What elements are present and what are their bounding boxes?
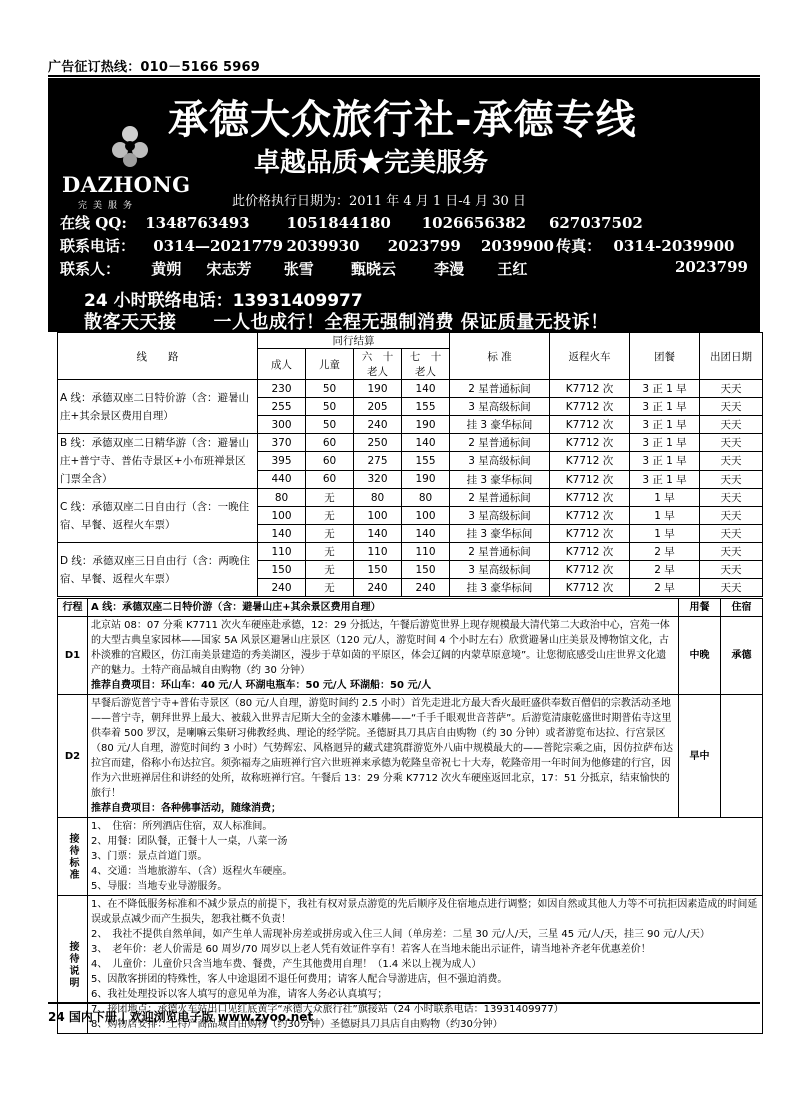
- route-name: D 线：承德双座三日自由行（含：两晚住宿、早餐、返程火车票）: [58, 543, 258, 597]
- qq-row: [60, 212, 643, 233]
- route-name: A 线：承德双座二日特价游（含：避暑山庄+其余景区费用自理）: [58, 380, 258, 434]
- meal-plan: 3 正 1 早: [630, 452, 700, 470]
- price-senior60: 140: [354, 525, 402, 543]
- company-logo: [62, 124, 191, 212]
- price-adult: 370: [258, 434, 306, 452]
- price-table: [57, 332, 763, 597]
- header-meals: 团餐: [630, 333, 700, 380]
- itinerary-trip-label: 行程: [58, 599, 88, 617]
- depart-days: 天天: [700, 543, 763, 561]
- header-standard: 标 准: [450, 333, 550, 380]
- depart-days: 天天: [700, 489, 763, 507]
- header-banner: [48, 78, 760, 332]
- note-item: 1、在不降低服务标准和不减少景点的前提下，我社有权对景点游览的先后顺序及住宿地点进行调整；如因自然或其他人力等不可抗拒因素造成的时间延误或景点减少而产生损失，恕我社概不负责！: [91, 899, 758, 925]
- price-row: [58, 543, 763, 561]
- note-item: 2、 我社不提供自然单间，如产生单人需现补房差或拼房或入住三人间（单房差：二星 30 元/人/天，三星 45 元/人/天，挂三 90 元/人/天）: [91, 929, 710, 940]
- price-adult: 140: [258, 525, 306, 543]
- depart-days: 天天: [700, 398, 763, 416]
- price-senior70: 110: [402, 543, 450, 561]
- qq-number: 1348763493: [145, 214, 250, 232]
- contact-name: 王红: [497, 260, 528, 278]
- price-senior70: 140: [402, 434, 450, 452]
- header-senior70-line2: 老人: [415, 366, 436, 378]
- reception-list: [88, 818, 763, 896]
- price-child: 50: [306, 380, 354, 398]
- ad-hotline: 广告征订热线：010－5166 5969: [48, 60, 261, 75]
- day1-extra: 推荐自费项目：环山车：40 元/人 环湖电瓶车：50 元/人 环湖船：50 元/人: [91, 680, 432, 691]
- day1-text: 北京站 08：07 分乘 K7711 次火车硬座赴承德，12：29 分抵达，午餐后游览世界上现存规模最大清代第二大政治中心，宫苑一体的大型古典皇家园林——国家 5A 风景区避暑山庄景区（120 元/人，游览时间 4 个小时左右）欣赏避暑山庄美景及博物馆文化，古朴淡雅的宫殿区，仿江南美景建造的秀美湖区，漫步于草如茵的平原区，体会辽阔的内蒙草原意境”。让您彻底感受山庄世界文化遗产的魅力。土特产商品城自由购物（约 30 分钟）: [91, 620, 670, 676]
- footer-divider: [48, 1002, 760, 1004]
- tel-row: [60, 235, 734, 256]
- contact-name: 甄晓云: [350, 260, 396, 278]
- header-senior70: [402, 349, 450, 380]
- return-train: K7712 次: [550, 525, 630, 543]
- header-settle: 同行结算: [258, 333, 450, 349]
- return-train: K7712 次: [550, 398, 630, 416]
- logo-sub: 完美服务: [78, 201, 139, 211]
- note-item: 4、 儿童价：儿童价只含当地车费、餐费，产生其他费用自理！（1.4 米以上视为成人）: [91, 959, 482, 970]
- price-child: 无: [306, 489, 354, 507]
- tel-number: 0314—2021779: [153, 237, 284, 255]
- tel-number: 2039930: [286, 237, 360, 255]
- logo-brand: DAZHONG: [62, 172, 191, 197]
- reception-label-cell: [58, 818, 88, 896]
- return-train: K7712 次: [550, 416, 630, 434]
- tel-number: 2039900: [480, 237, 554, 255]
- room-standard: 2 星普通标间: [450, 434, 550, 452]
- return-train: K7712 次: [550, 561, 630, 579]
- depart-days: 天天: [700, 434, 763, 452]
- return-train: K7712 次: [550, 380, 630, 398]
- day2-meal: 早中: [679, 695, 721, 818]
- note-item: 3、 老年价：老人价需是 60 周岁/70 周岁以上老人凭有效证件享有！若客人在当地未能出示证件，请当地补齐老年优惠差价！: [91, 944, 651, 955]
- itinerary-day1-row: [58, 617, 763, 695]
- price-senior60: 250: [354, 434, 402, 452]
- price-senior70: 140: [402, 380, 450, 398]
- price-adult: 110: [258, 543, 306, 561]
- price-senior70: 140: [402, 525, 450, 543]
- price-row: [58, 489, 763, 507]
- price-senior60: 275: [354, 452, 402, 470]
- return-train: K7712 次: [550, 452, 630, 470]
- return-train: K7712 次: [550, 507, 630, 525]
- price-senior60: 240: [354, 416, 402, 434]
- reception-item: 4、交通：当地旅游车、（含）返程火车硬座。: [91, 866, 293, 877]
- meal-plan: 2 早: [630, 561, 700, 579]
- reception-item: 5、导服：当地专业导游服务。: [91, 881, 228, 892]
- depart-days: 天天: [700, 452, 763, 470]
- qq-number: 627037502: [548, 214, 643, 232]
- footer-text: 24 国内下册 | 欢迎浏览电子版 www.zyoo.net: [48, 1010, 314, 1024]
- meal-plan: 3 正 1 早: [630, 380, 700, 398]
- contact-name: 李漫: [434, 260, 465, 278]
- price-child: 无: [306, 543, 354, 561]
- note-item: 6、我社处理投诉以客人填写的意见单为准，请客人务必认真填写；: [91, 989, 388, 1000]
- day1-label: D1: [58, 617, 88, 695]
- contact-name: 张雪: [283, 260, 314, 278]
- price-senior60: 205: [354, 398, 402, 416]
- depart-days: 天天: [700, 416, 763, 434]
- price-senior60: 190: [354, 380, 402, 398]
- meal-plan: 1 早: [630, 525, 700, 543]
- price-adult: 440: [258, 470, 306, 488]
- price-senior70: 150: [402, 561, 450, 579]
- price-child: 60: [306, 452, 354, 470]
- itinerary-stay-header: 住宿: [721, 599, 763, 617]
- return-train: K7712 次: [550, 489, 630, 507]
- fax-label: 传真：: [556, 237, 602, 255]
- price-senior70: 155: [402, 398, 450, 416]
- contact-row: [60, 258, 748, 279]
- day1-stay: 承德: [721, 617, 763, 695]
- reception-row: [58, 818, 763, 896]
- contact-name: 宋志芳: [206, 260, 252, 278]
- tel-number: 2023799: [387, 237, 461, 255]
- price-senior70: 240: [402, 579, 450, 597]
- room-standard: 2 星普通标间: [450, 380, 550, 398]
- depart-days: 天天: [700, 380, 763, 398]
- day2-content: [88, 695, 679, 818]
- route-name: B 线：承德双座二日精华游（含：避暑山庄+普宁寺、普佑寺景区+小布班禅景区门票全含）: [58, 434, 258, 489]
- fax-number-2: 2023799: [674, 258, 748, 276]
- price-adult: 100: [258, 507, 306, 525]
- reception-item: 2、用餐：团队餐，正餐十人一桌，八菜一汤: [91, 836, 288, 847]
- note-item: 8、购物店安排：土特产商品城自由购物（约30分钟）圣德厨具刀具店自由购物（约30分钟）: [91, 1019, 503, 1030]
- room-standard: 挂 3 豪华标间: [450, 525, 550, 543]
- price-child: 无: [306, 561, 354, 579]
- price-header-row: [58, 333, 763, 349]
- meal-plan: 3 正 1 早: [630, 470, 700, 488]
- room-standard: 3 星高级标间: [450, 452, 550, 470]
- room-standard: 挂 3 豪华标间: [450, 470, 550, 488]
- price-senior60: 80: [354, 489, 402, 507]
- room-standard: 3 星高级标间: [450, 561, 550, 579]
- return-train: K7712 次: [550, 543, 630, 561]
- price-adult: 240: [258, 579, 306, 597]
- price-body: [58, 380, 763, 597]
- price-row: [58, 380, 763, 398]
- note-item: 5、因散客拼团的特殊性，客人中途退团不退任何费用；请客人配合导游进店，但不强迫消费。: [91, 974, 508, 985]
- meal-plan: 2 早: [630, 543, 700, 561]
- price-senior70: 155: [402, 452, 450, 470]
- price-senior70: 190: [402, 470, 450, 488]
- room-standard: 3 星高级标间: [450, 398, 550, 416]
- header-senior60: [354, 349, 402, 380]
- header-train: 返程火车: [550, 333, 630, 380]
- day1-content: [88, 617, 679, 695]
- price-adult: 80: [258, 489, 306, 507]
- price-period: 此价格执行日期为：2011 年 4 月 1 日-4 月 30 日: [232, 194, 526, 209]
- price-adult: 300: [258, 416, 306, 434]
- header-adult: 成人: [258, 349, 306, 380]
- meal-plan: 1 早: [630, 507, 700, 525]
- contact-name: 黄朔: [151, 260, 182, 278]
- price-child: 50: [306, 416, 354, 434]
- header-senior60-line1: 六 十: [361, 351, 394, 363]
- banner-slogan: 卓越品质★完美服务: [254, 148, 489, 178]
- price-child: 60: [306, 470, 354, 488]
- route-name: C 线：承德双座二日自由行（含：一晚住宿、早餐、返程火车票）: [58, 489, 258, 543]
- return-train: K7712 次: [550, 434, 630, 452]
- reception-label: 接待标准: [67, 832, 78, 881]
- depart-days: 天天: [700, 579, 763, 597]
- meal-plan: 1 早: [630, 489, 700, 507]
- hotline-24h: 24 小时联络电话：13931409977: [84, 291, 363, 311]
- price-child: 无: [306, 579, 354, 597]
- meal-plan: 3 正 1 早: [630, 434, 700, 452]
- fax-number: 0314-2039900: [613, 237, 735, 255]
- qq-number: 1051844180: [286, 214, 391, 232]
- room-standard: 挂 3 豪华标间: [450, 579, 550, 597]
- room-standard: 2 星普通标间: [450, 543, 550, 561]
- depart-days: 天天: [700, 525, 763, 543]
- price-senior60: 320: [354, 470, 402, 488]
- header-route: 线 路: [58, 333, 258, 380]
- return-train: K7712 次: [550, 579, 630, 597]
- price-adult: 150: [258, 561, 306, 579]
- itinerary-title: A 线：承德双座二日特价游（含：避暑山庄+其余景区费用自理）: [88, 599, 679, 617]
- price-senior60: 150: [354, 561, 402, 579]
- itinerary-meal-header: 用餐: [679, 599, 721, 617]
- price-senior60: 100: [354, 507, 402, 525]
- reception-item: 3、门票：景点首道门票。: [91, 851, 208, 862]
- price-row: [58, 434, 763, 452]
- header-depart: 出团日期: [700, 333, 763, 380]
- price-child: 无: [306, 507, 354, 525]
- contact-label: 联系人：: [60, 260, 121, 278]
- reception-item: 1、 住宿：所列酒店住宿，双人标准间。: [91, 821, 273, 832]
- price-senior60: 240: [354, 579, 402, 597]
- itinerary-table: [57, 598, 763, 1034]
- day2-stay: [721, 695, 763, 818]
- qq-number: 1026656382: [421, 214, 527, 232]
- meal-plan: 2 早: [630, 579, 700, 597]
- note-item: 7、接团地点：承德火车站出口见红底黄字“承德大众旅行社”旗接站（24 小时联系电话：13931409977）: [91, 1004, 564, 1015]
- room-standard: 3 星高级标间: [450, 507, 550, 525]
- depart-days: 天天: [700, 561, 763, 579]
- price-adult: 255: [258, 398, 306, 416]
- day1-meal: 中晚: [679, 617, 721, 695]
- room-standard: 2 星普通标间: [450, 489, 550, 507]
- price-senior60: 110: [354, 543, 402, 561]
- price-adult: 230: [258, 380, 306, 398]
- price-child: 60: [306, 434, 354, 452]
- depart-days: 天天: [700, 470, 763, 488]
- price-adult: 395: [258, 452, 306, 470]
- price-senior70: 80: [402, 489, 450, 507]
- return-train: K7712 次: [550, 470, 630, 488]
- room-standard: 挂 3 豪华标间: [450, 416, 550, 434]
- meal-plan: 3 正 1 早: [630, 398, 700, 416]
- header-senior70-line1: 七 十: [409, 351, 442, 363]
- tel-label: 联系电话：: [60, 237, 136, 255]
- day2-extra: 推荐自费项目：各种佛事活动，随缘消费；: [91, 803, 281, 814]
- notes-label: 接待说明: [67, 940, 78, 989]
- meal-plan: 3 正 1 早: [630, 416, 700, 434]
- price-child: 无: [306, 525, 354, 543]
- day2-label: D2: [58, 695, 88, 818]
- header-child: 儿童: [306, 349, 354, 380]
- itinerary-header-row: [58, 599, 763, 617]
- itinerary-day2-row: [58, 695, 763, 818]
- depart-days: 天天: [700, 507, 763, 525]
- price-senior70: 100: [402, 507, 450, 525]
- promo-text: 散客天天接 一人也成行！全程无强制消费 保证质量无投诉！: [84, 312, 609, 333]
- price-child: 50: [306, 398, 354, 416]
- price-senior70: 190: [402, 416, 450, 434]
- logo-symbol-icon: [110, 124, 150, 168]
- qq-label: 在线 QQ:: [60, 214, 127, 232]
- header-senior60-line2: 老人: [367, 366, 388, 378]
- top-divider: [48, 75, 760, 77]
- banner-title: 承德大众旅行社-承德专线: [168, 96, 637, 143]
- day2-text: 早餐后游览普宁寺+普佑寺景区（80 元/人自理，游览时间约 2.5 小时）首先走进北方最大香火最旺盛供奉数百僧侣的宗教活动圣地——普宁寺，朝拜世界上最大、被载入世界吉尼斯大全的金漆木雕佛——“千手千眼观世音菩萨”。后游览清康乾盛世时期普佑寺这里供奉着 500 罗汉，是喇嘛云集研习佛教经典、理论的经学院。圣德厨具刀具店自由购物（约 30 分钟）或者游览布达拉、行宫景区（80 元/人自理，游览时间约 3 小时）气势辉宏、风格迥异的藏式建筑群游览外八庙中规模最大的——普陀宗乘之庙，因仿拉萨布达拉宫而建，俗称小布达拉宫。须弥福寿之庙班禅行宫六世班禅来承德为乾隆皇帝祝七十大寿，乾隆帝用一年时间为他修建的行宫，因作为六世班禅居住和讲经的处所，故称班禅行宫。午餐后 13：29 分乘 K7712 次火车硬座返回北京，17：51 分抵京，结束愉快的旅行！: [91, 698, 673, 799]
